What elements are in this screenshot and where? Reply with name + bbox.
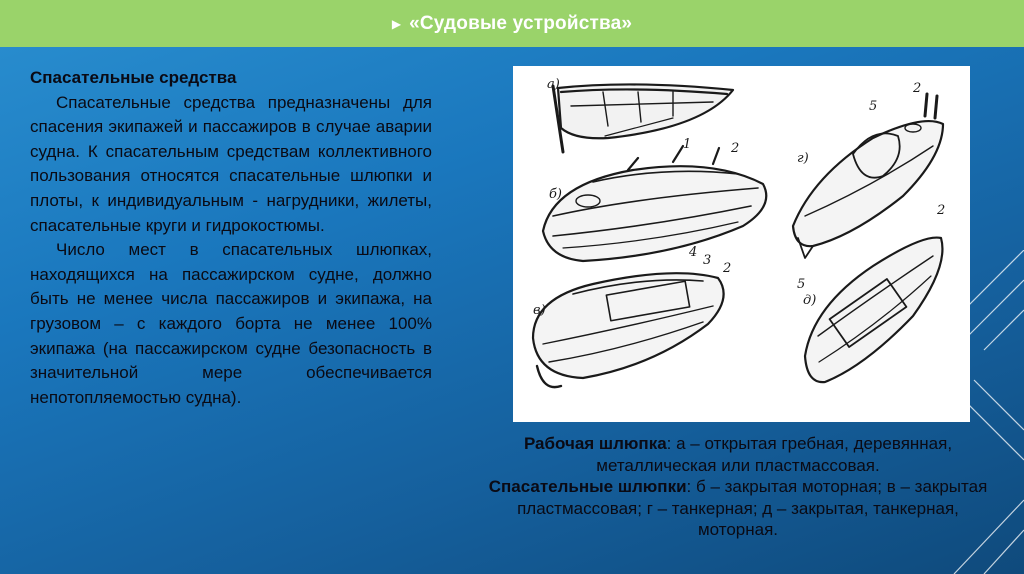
slide-title: «Судовые устройства» xyxy=(409,12,633,34)
arrow-bullet-icon: ▶ xyxy=(391,16,402,31)
callout-3: 3 xyxy=(703,253,712,268)
paragraph-1-text: Спасательные средства предназначены для спасения экипажей и пассажиров в случае аварии судна. К спасательным средствам коллективного пользования относятся спасательные шлюпки и плоты, к индивидуальным - xyxy=(30,92,432,210)
paragraph-1-emphasis: нагрудники, жилеты, спасательные круги xyxy=(30,190,432,235)
boat-g-drawing xyxy=(793,94,946,258)
paragraph-2 xyxy=(30,238,432,410)
lifeboats-figure xyxy=(513,66,970,422)
label-d: д) xyxy=(803,293,817,308)
label-v: в) xyxy=(533,303,546,318)
boat-b-drawing xyxy=(543,146,766,261)
callout-5-g: 5 xyxy=(869,99,878,114)
paragraph-1-end: и гидрокостюмы. xyxy=(186,215,325,235)
section-heading: Спасательные средства xyxy=(30,68,237,87)
caption-work-label: Рабочая шлюпка xyxy=(523,434,667,453)
callout-2-g: 2 xyxy=(913,81,922,96)
label-g: г) xyxy=(797,151,809,166)
label-a: а) xyxy=(547,77,560,92)
boat-d-drawing xyxy=(805,238,942,383)
caption-work-text: : а – открытая гребная, деревянная, металлическая или пластмассовая. xyxy=(596,434,953,475)
paragraph-2-text: Число мест в спасательных шлюпках, находящихся на пассажирском судне, должно быть не менее числа пассажиров и экипажа, на грузовом – с каждого борта не менее 100% экипажа (на пассажирском судне безопасность в значительной мере обеспечивается xyxy=(30,240,432,383)
title-bar xyxy=(0,0,1024,47)
callout-1: 1 xyxy=(683,137,692,152)
paragraph-2-emphasis: непотопляемостью судна xyxy=(30,387,231,407)
label-b: б) xyxy=(549,187,563,202)
callout-2-d: 2 xyxy=(937,203,946,218)
callout-5-d: 5 xyxy=(797,277,806,292)
paragraph-2-end: ). xyxy=(230,387,242,407)
boat-v-drawing xyxy=(533,273,724,387)
figure-caption xyxy=(478,433,998,541)
body-text xyxy=(30,66,432,410)
caption-rescue-text: : б – закрытая моторная; в – закрытая пластмассовая; г – танкерная; д – закрытая, танкерная, моторная. xyxy=(517,477,988,539)
boat-a-drawing xyxy=(553,84,733,152)
caption-rescue-label: Спасательные шлюпки xyxy=(488,477,687,496)
callout-2-b: 2 xyxy=(731,141,740,156)
callout-4: 4 xyxy=(689,245,698,260)
paragraph-1 xyxy=(30,91,432,239)
lifeboats-illustration xyxy=(513,66,970,422)
callout-2-v: 2 xyxy=(723,261,732,276)
